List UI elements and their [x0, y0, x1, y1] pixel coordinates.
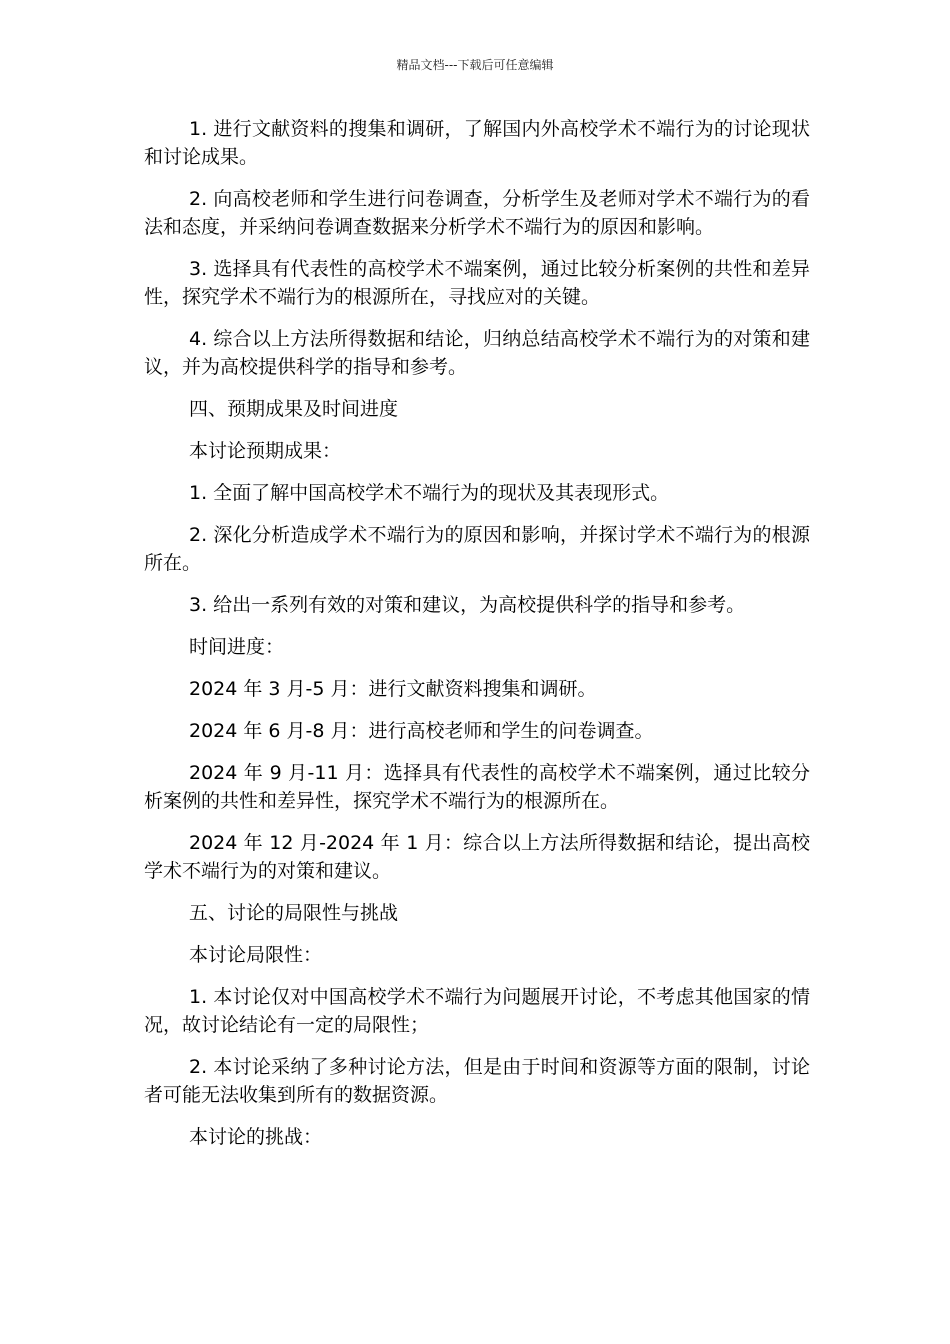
document-body [144, 115, 810, 1165]
challenges-label: 本讨论的挑战： [189, 1126, 323, 1148]
result-item-1: 1. 全面了解中国高校学术不端行为的现状及其表现形式。 [189, 482, 670, 504]
limitation-item-2: 2. 本讨论采纳了多种讨论方法，但是由于时间和资源等方面的限制，讨论者可能无法收集到所有的数据资源。 [144, 1056, 810, 1106]
schedule-item-1: 2024 年 3 月-5 月：进行文献资料搜集和调研。 [189, 678, 597, 700]
schedule-label: 时间进度： [189, 636, 285, 658]
limitation-item-1: 1. 本讨论仅对中国高校学术不端行为问题展开讨论，不考虑其他国家的情况，故讨论结论有一定的局限性； [144, 986, 810, 1036]
schedule-item-4: 2024 年 12 月-2024 年 1 月：综合以上方法所得数据和结论，提出高校学术不端行为的对策和建议。 [144, 832, 810, 882]
section-heading-4: 四、预期成果及时间进度 [189, 398, 399, 420]
schedule-item-2: 2024 年 6 月-8 月：进行高校老师和学生的问卷调查。 [189, 720, 654, 742]
expected-results-label: 本讨论预期成果： [189, 440, 342, 462]
limitations-label: 本讨论局限性： [189, 944, 323, 966]
method-item-4: 4. 综合以上方法所得数据和结论，归纳总结高校学术不端行为的对策和建议，并为高校提供科学的指导和参考。 [144, 328, 810, 378]
result-item-2: 2. 深化分析造成学术不端行为的原因和影响，并探讨学术不端行为的根源所在。 [144, 524, 810, 574]
method-item-1: 1. 进行文献资料的搜集和调研，了解国内外高校学术不端行为的讨论现状和讨论成果。 [144, 118, 810, 168]
section-heading-5: 五、讨论的局限性与挑战 [189, 902, 399, 924]
result-item-3: 3. 给出一系列有效的对策和建议，为高校提供科学的指导和参考。 [189, 594, 746, 616]
schedule-item-3: 2024 年 9 月-11 月：选择具有代表性的高校学术不端案例，通过比较分析案例的共性和差异性，探究学术不端行为的根源所在。 [144, 762, 810, 812]
method-item-2: 2. 向高校老师和学生进行问卷调查，分析学生及老师对学术不端行为的看法和态度，并采纳问卷调查数据来分析学术不端行为的原因和影响。 [144, 188, 810, 238]
page-header: 精品文档---下载后可任意编辑 [396, 58, 554, 72]
method-item-3: 3. 选择具有代表性的高校学术不端案例，通过比较分析案例的共性和差异性，探究学术不端行为的根源所在，寻找应对的关键。 [144, 258, 810, 308]
